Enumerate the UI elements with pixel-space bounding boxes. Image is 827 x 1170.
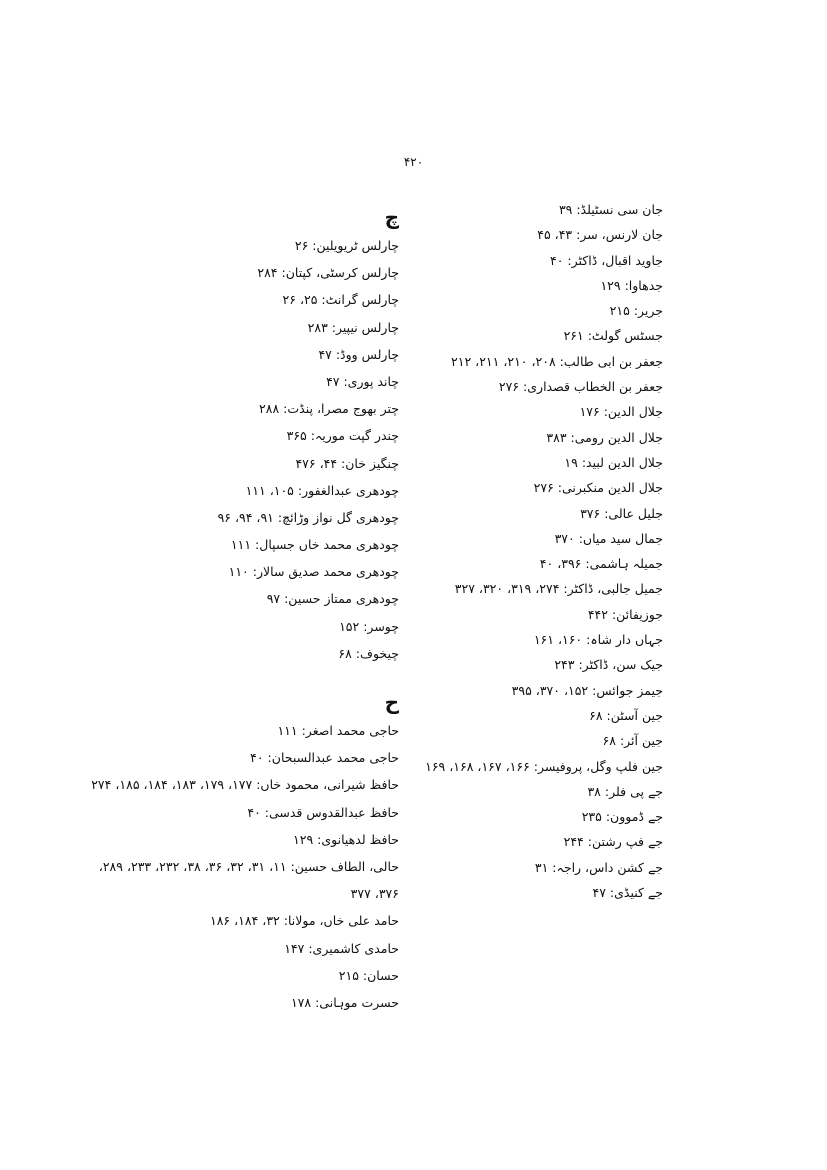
index-entry: جعفر بن ابی طالب: ۲۰۸، ۲۱۰، ۲۱۱، ۲۱۲	[451, 353, 663, 369]
index-entry: جے کشن داس، راجہ: ۳۱	[534, 859, 663, 875]
index-entry: جے ڈموون: ۲۳۵	[581, 809, 663, 825]
index-entry: چارلس ووڈ: ۴۷	[318, 346, 399, 362]
index-entry: جعفر بن الخطاب قصداری: ۲۷۶	[498, 379, 663, 395]
index-entry: جمیل جالبی، ڈاکٹر: ۲۷۴، ۳۱۹، ۳۲۰، ۳۲۷	[454, 581, 663, 597]
index-entry: چوسر: ۱۵۲	[339, 618, 399, 634]
index-entry: حامدی کاشمیری: ۱۴۷	[284, 940, 399, 956]
index-entry: حامد علی خاں، مولانا: ۳۲، ۱۸۴، ۱۸۶	[209, 913, 399, 929]
index-entry: جیمز جوائس: ۱۵۲، ۳۷۰، ۳۹۵	[511, 682, 663, 698]
index-entry: جوزیفائن: ۴۴۲	[587, 606, 663, 622]
index-entry: جین فلپ وگل، پروفیسر: ۱۶۶، ۱۶۷، ۱۶۸، ۱۶۹	[425, 758, 663, 774]
index-entry: چودھری محمد صدیق سالار: ۱۱۰	[228, 564, 399, 580]
index-entry: جے فپ رشتن: ۲۴۴	[563, 834, 663, 850]
index-entry: چودھری ممتاز حسین: ۹۷	[266, 591, 399, 607]
index-entry: چارلس نیپیر: ۲۸۳	[307, 319, 399, 335]
index-entry: چتر بھوج مصرا، پنڈت: ۲۸۸	[259, 401, 399, 417]
index-entry: چاند پوری: ۴۷	[326, 373, 399, 389]
index-entry: حافظ لدھیانوی: ۱۲۹	[293, 831, 399, 847]
index-entry: چارلس ٹریویلین: ۲۶	[294, 238, 399, 253]
index-entry: جین آسٹن: ۶۸	[589, 707, 663, 723]
index-entry: جان سی نسٹیلڈ: ۳۹	[558, 202, 663, 217]
index-entry: چندر گپت موریہ: ۳۶۵	[286, 428, 399, 444]
page-number: ۴۲۰	[403, 155, 424, 169]
index-entry: جمیلہ ہاشمی: ۳۹۶، ۴۰	[539, 556, 663, 572]
index-entry: حافظ شیرانی، محمود خاں: ۱۷۷، ۱۷۹، ۱۸۳، ۱۸۴، ۱۸۵، ۲۷۴	[91, 777, 399, 793]
index-column-left	[0, 202, 399, 1016]
index-entry: چودھری محمد خاں جسپال: ۱۱۱	[230, 537, 399, 553]
index-entry: چارلس کرسٹی، کپتان: ۲۸۴	[257, 265, 399, 281]
index-entry: جریر: ۲۱۵	[609, 303, 663, 319]
section-heading: چ	[384, 205, 399, 229]
index-entry: حسرت موہانی: ۱۷۸	[290, 994, 399, 1010]
index-entry: چیخوف: ۶۸	[338, 645, 399, 661]
index-entry: چنگیز خان: ۴۴، ۴۷۶	[295, 455, 399, 471]
index-entry: حالی، الطاف حسین: ۱۱، ۳۱، ۳۲، ۳۶، ۳۸، ۲۳۲، ۲۳۳، ۲۸۹،	[98, 858, 399, 874]
index-entry: حافظ عبدالقدوس قدسی: ۴۰	[247, 804, 399, 820]
index-entry: چارلس گرانٹ: ۲۵، ۲۶	[282, 292, 399, 308]
index-entry: حاجی محمد عبدالسبحان: ۴۰	[250, 750, 399, 766]
index-entry: جلیل عالی: ۳۷۶	[580, 505, 663, 521]
index-entry: جاوید اقبال، ڈاکٹر: ۴۰	[550, 252, 663, 268]
index-entry: جلال الدین لبید: ۱۹	[564, 454, 663, 470]
index-entry: ۳۷۶، ۳۷۷	[350, 886, 399, 902]
index-entry: جہاں دار شاہ: ۱۶۰، ۱۶۱	[533, 632, 663, 648]
index-entry: جمال سید میاں: ۳۷۰	[554, 530, 663, 546]
index-entry: جسٹس گولٹ: ۲۶۱	[563, 328, 663, 344]
index-entry: جلال الدین منکبرنی: ۲۷۶	[533, 480, 663, 496]
index-entry: حسان: ۲۱۵	[338, 967, 399, 983]
index-entry: حاجی محمد اصغر: ۱۱۱	[277, 723, 399, 738]
index-entry: جے کنیڈی: ۴۷	[592, 885, 663, 901]
index-entry: جلال الدین رومی: ۳۸۳	[546, 429, 663, 445]
index-entry: چودھری عبدالغفور: ۱۰۵، ۱۱۱	[245, 482, 399, 498]
index-entry: چودھری گل نواز وڑائچ: ۹۱، ۹۴، ۹۶	[217, 509, 399, 525]
index-entry: جدھاوا: ۱۲۹	[600, 277, 663, 293]
index-entry: جلال الدین: ۱۷۶	[579, 404, 663, 420]
index-entry: جیک سن، ڈاکٹر: ۲۴۳	[554, 657, 663, 673]
index-entry: جے پی فلر: ۳۸	[587, 783, 663, 799]
index-entry: جان لارنس، سر: ۴۳، ۴۵	[537, 227, 663, 243]
section-heading: ح	[384, 690, 399, 714]
index-entry: جین آئر: ۶۸	[602, 733, 663, 749]
